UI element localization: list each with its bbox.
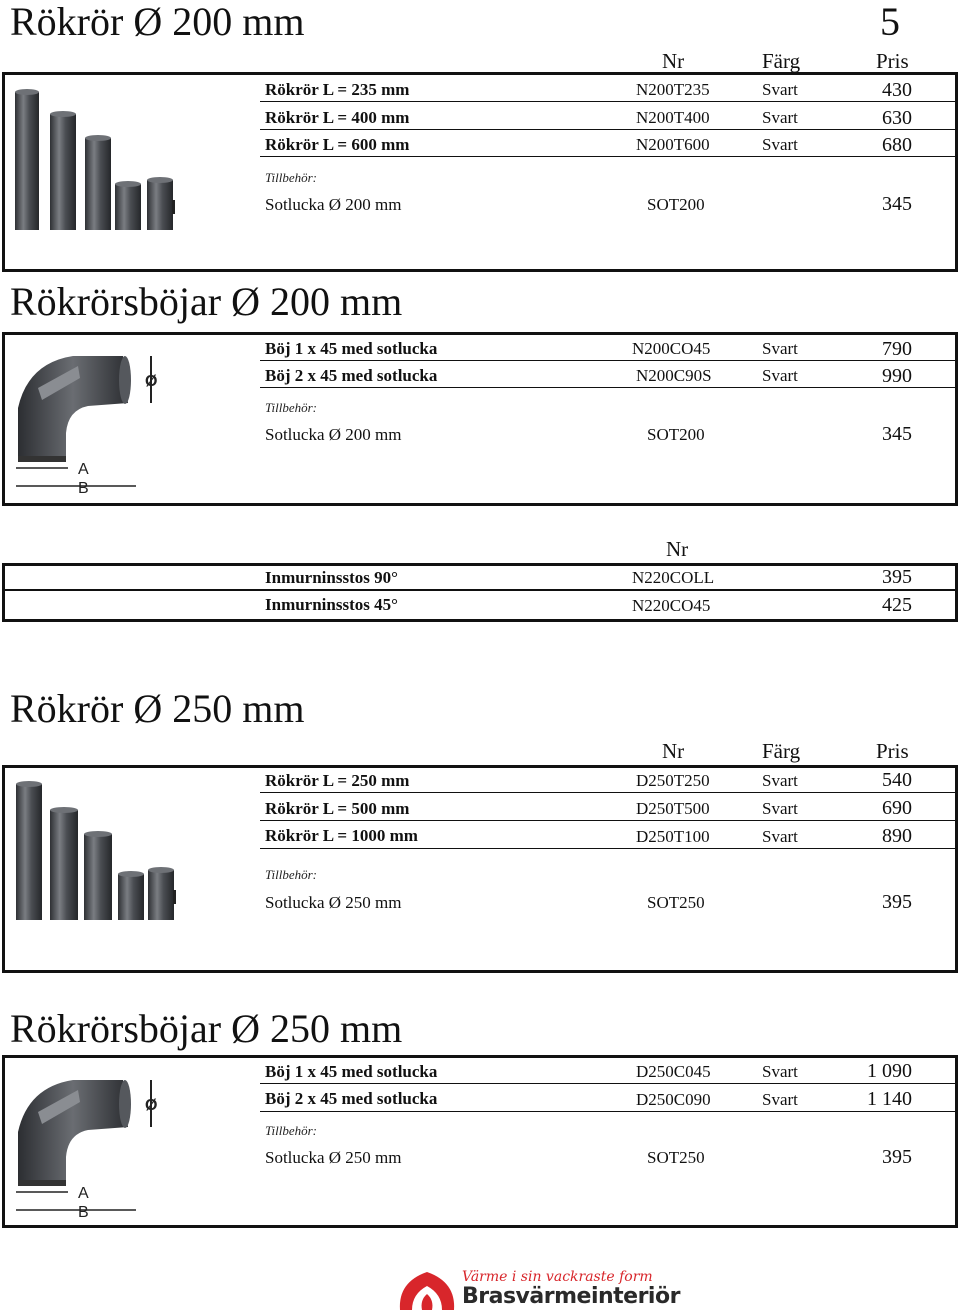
accessory-price: 345 <box>882 193 912 215</box>
column-header-nr: Nr <box>666 537 689 561</box>
product-nr: D250C045 <box>636 1062 711 1081</box>
diameter-label: Ø <box>145 373 158 390</box>
product-color: Svart <box>762 1062 798 1081</box>
column-header-farg: Färg <box>762 49 801 73</box>
product-name: Böj 1 x 45 med sotlucka <box>265 339 438 358</box>
product-nr: N200T600 <box>636 135 710 154</box>
accessory-name: Sotlucka Ø 200 mm <box>265 425 402 444</box>
product-nr: D250C090 <box>636 1090 711 1109</box>
column-header-nr: Nr <box>662 739 685 763</box>
accessory-nr: SOT250 <box>647 1148 705 1167</box>
product-price: 430 <box>882 79 912 101</box>
product-nr: D250T250 <box>636 771 710 790</box>
accessory-label: Tillbehör: <box>265 170 318 185</box>
product-color: Svart <box>762 827 798 846</box>
product-nr: N220COLL <box>632 568 715 587</box>
elbow-illustration <box>8 1072 168 1220</box>
product-name: Rökrör L = 600 mm <box>265 135 410 154</box>
product-nr: N200CO45 <box>632 339 711 358</box>
pipes-illustration <box>8 776 186 922</box>
column-header-pris: Pris <box>876 739 909 763</box>
product-nr: D250T500 <box>636 799 710 818</box>
product-name: Böj 1 x 45 med sotlucka <box>265 1062 438 1081</box>
accessory-price: 395 <box>882 891 912 913</box>
section-box-inmurning <box>2 563 958 622</box>
column-header-farg: Färg <box>762 739 801 763</box>
row-divider <box>260 820 956 821</box>
product-name: Inmurninsstos 45° <box>265 595 398 614</box>
column-header-pris: Pris <box>876 49 909 73</box>
product-color: Svart <box>762 80 798 99</box>
brand-flame-icon <box>396 1268 458 1312</box>
dimension-a-label: A <box>78 461 89 478</box>
product-color: Svart <box>762 339 798 358</box>
row-divider <box>260 101 956 102</box>
accessory-label: Tillbehör: <box>265 400 318 415</box>
product-price: 425 <box>882 594 912 616</box>
product-price: 890 <box>882 825 912 847</box>
product-name: Rökrör L = 250 mm <box>265 771 410 790</box>
accessory-name: Sotlucka Ø 200 mm <box>265 195 402 214</box>
accessory-name: Sotlucka Ø 250 mm <box>265 1148 402 1167</box>
accessory-nr: SOT200 <box>647 425 705 444</box>
product-name: Rökrör L = 400 mm <box>265 108 410 127</box>
product-name: Rökrör L = 500 mm <box>265 799 410 818</box>
section-title-bojar-250: Rökrörsböjar Ø 250 mm <box>10 1006 403 1051</box>
dimension-b-label: B <box>78 480 89 496</box>
footer-tagline: Värme i sin vackraste form <box>462 1269 653 1285</box>
pipes-illustration <box>5 84 185 232</box>
row-divider <box>260 156 956 157</box>
product-nr: D250T100 <box>636 827 710 846</box>
product-price: 1 140 <box>867 1088 912 1110</box>
row-divider <box>260 1111 956 1112</box>
page-number: 5 <box>880 0 900 44</box>
row-divider <box>260 792 956 793</box>
product-color: Svart <box>762 135 798 154</box>
accessory-name: Sotlucka Ø 250 mm <box>265 893 402 912</box>
product-color: Svart <box>762 108 798 127</box>
diameter-label: Ø <box>145 1097 158 1114</box>
product-color: Svart <box>762 771 798 790</box>
row-divider <box>260 129 956 130</box>
product-nr: N200T235 <box>636 80 710 99</box>
row-divider <box>260 848 956 849</box>
row-divider <box>2 589 958 591</box>
accessory-label: Tillbehör: <box>265 867 318 882</box>
row-divider <box>260 387 956 388</box>
product-nr: N200T400 <box>636 108 710 127</box>
product-price: 990 <box>882 365 912 387</box>
product-name: Böj 2 x 45 med sotlucka <box>265 1089 438 1108</box>
product-nr: N200C90S <box>636 366 712 385</box>
section-title-rokror-250: Rökrör Ø 250 mm <box>10 686 305 731</box>
accessory-nr: SOT250 <box>647 893 705 912</box>
section-title-bojar-200: Rökrörsböjar Ø 200 mm <box>10 279 403 324</box>
product-name: Rökrör L = 1000 mm <box>265 826 418 845</box>
product-color: Svart <box>762 366 798 385</box>
product-name: Böj 2 x 45 med sotlucka <box>265 366 438 385</box>
product-price: 395 <box>882 566 912 588</box>
dimension-b-label: B <box>78 1204 89 1220</box>
product-price: 690 <box>882 797 912 819</box>
product-price: 790 <box>882 338 912 360</box>
product-name: Rökrör L = 235 mm <box>265 80 410 99</box>
product-price: 540 <box>882 769 912 791</box>
dimension-a-label: A <box>78 1185 89 1202</box>
product-name: Inmurninsstos 90° <box>265 568 398 587</box>
row-divider <box>260 1083 956 1084</box>
product-color: Svart <box>762 799 798 818</box>
section-title-rokror-200: Rökrör Ø 200 mm <box>10 0 305 44</box>
accessory-price: 345 <box>882 423 912 445</box>
column-header-nr: Nr <box>662 49 685 73</box>
accessory-nr: SOT200 <box>647 195 705 214</box>
product-price: 680 <box>882 134 912 156</box>
footer-brand: Brasvärmeinteriör <box>462 1284 680 1309</box>
product-price: 1 090 <box>867 1060 912 1082</box>
accessory-price: 395 <box>882 1146 912 1168</box>
accessory-label: Tillbehör: <box>265 1123 318 1138</box>
product-nr: N220CO45 <box>632 596 711 615</box>
elbow-illustration <box>8 348 168 496</box>
product-color: Svart <box>762 1090 798 1109</box>
product-price: 630 <box>882 107 912 129</box>
row-divider <box>260 360 956 361</box>
